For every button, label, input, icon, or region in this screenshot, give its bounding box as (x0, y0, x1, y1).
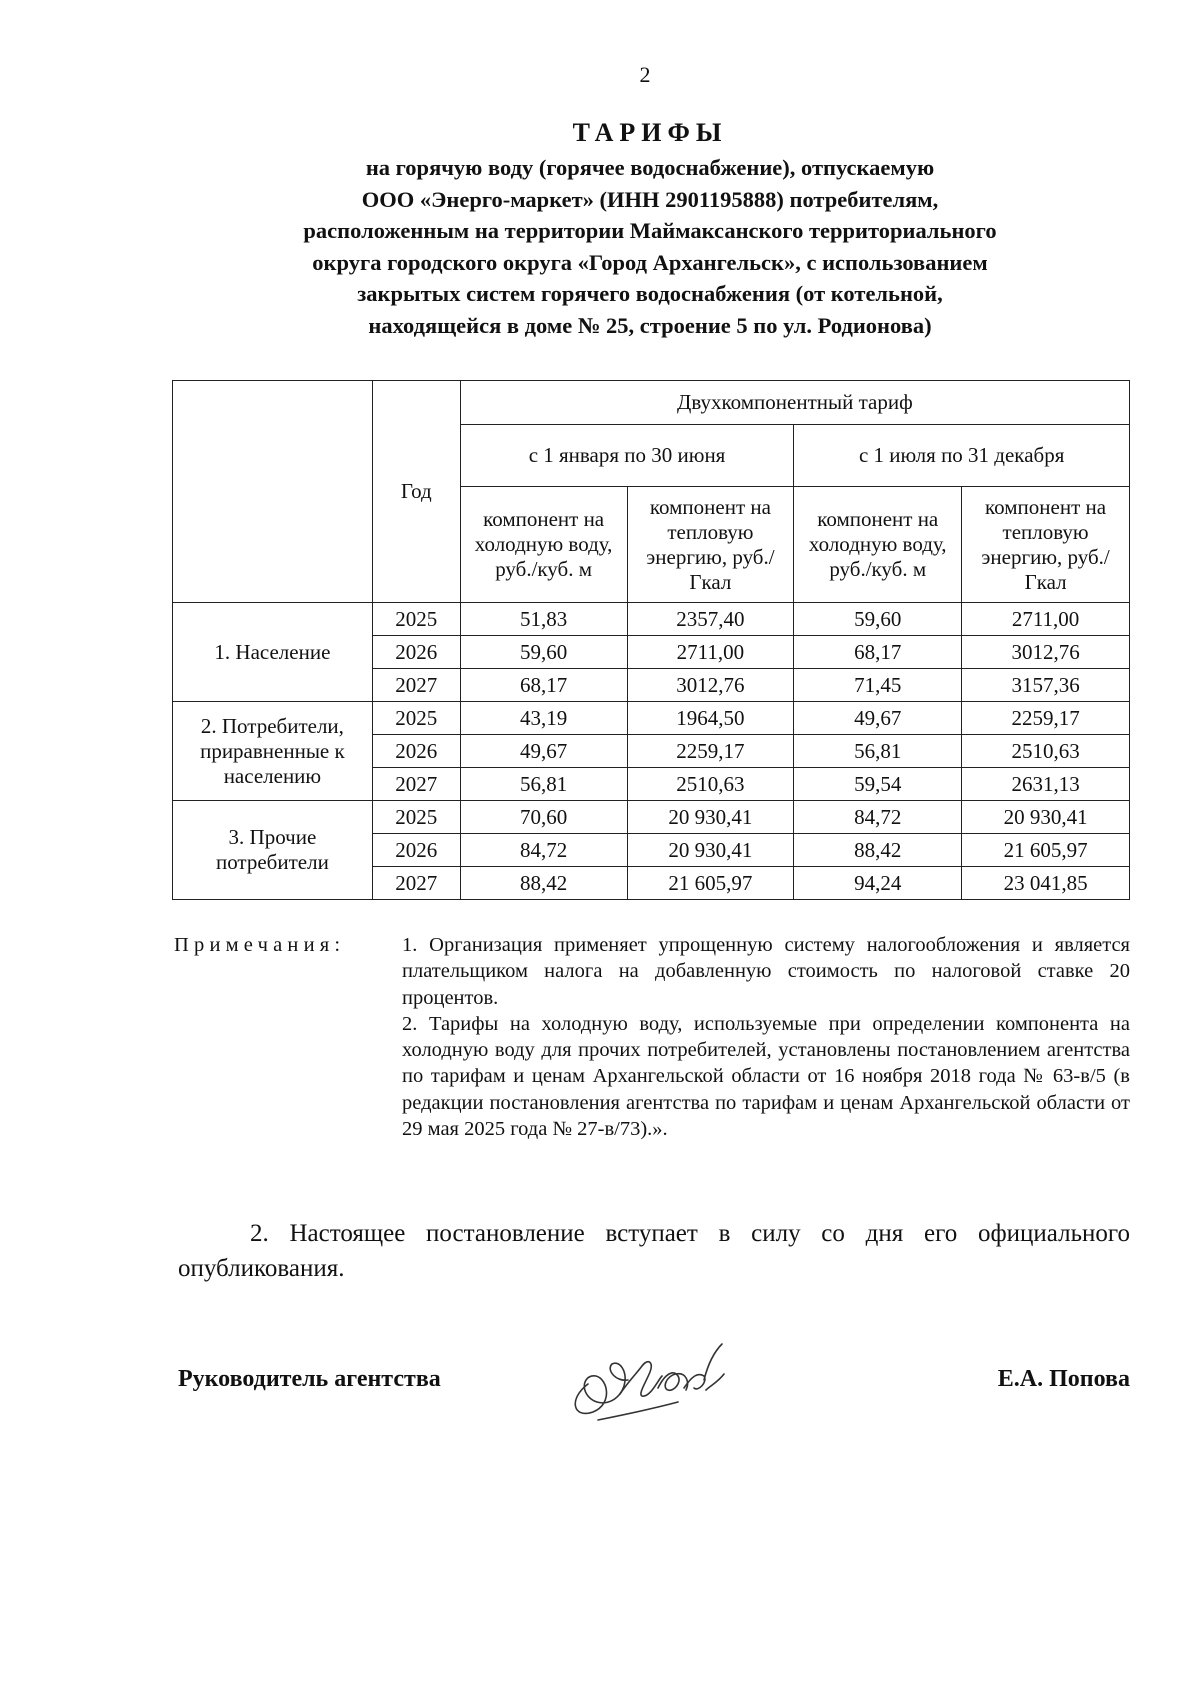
value-cell: 2711,00 (962, 603, 1130, 636)
tariff-header: Двухкомпонентный тариф (460, 381, 1129, 425)
year-cell: 2026 (372, 834, 460, 867)
value-cell: 3012,76 (962, 636, 1130, 669)
value-cell: 2510,63 (962, 735, 1130, 768)
value-cell: 2711,00 (627, 636, 794, 669)
component-heat-header: компонент на тепловую энергию, руб./Гкал (627, 487, 794, 603)
notes-label: Примечания: (174, 934, 346, 956)
value-cell: 71,45 (794, 669, 962, 702)
value-cell: 70,60 (460, 801, 627, 834)
component-heat-header: компонент на тепловую энергию, руб./Гкал (962, 487, 1130, 603)
title-line: находящейся в доме № 25, строение 5 по ул. Родионова) (368, 312, 932, 338)
signatory-name: Е.А. Попова (997, 1366, 1130, 1392)
value-cell: 43,19 (460, 702, 627, 735)
value-cell: 84,72 (794, 801, 962, 834)
value-cell: 94,24 (794, 867, 962, 900)
value-cell: 56,81 (794, 735, 962, 768)
year-cell: 2027 (372, 867, 460, 900)
value-cell: 88,42 (460, 867, 627, 900)
title-heading: ТАРИФЫ (572, 118, 728, 147)
year-cell: 2027 (372, 669, 460, 702)
handwritten-signature-icon (558, 1324, 748, 1434)
title-line: округа городского округа «Город Архангельск», с использованием (312, 249, 988, 275)
title-line: закрытых систем горячего водоснабжения (от котельной, (357, 281, 943, 306)
signatory-role: Руководитель агентства (178, 1366, 441, 1392)
signature-block (178, 1356, 1130, 1416)
value-cell: 2631,13 (962, 768, 1130, 801)
value-cell: 2357,40 (627, 603, 794, 636)
year-cell: 2026 (372, 636, 460, 669)
value-cell: 68,17 (460, 669, 627, 702)
table-row (173, 702, 1130, 735)
year-cell: 2025 (372, 801, 460, 834)
component-cold-header: компонент на холодную воду, руб./куб. м (460, 487, 627, 603)
document-title (170, 118, 1130, 341)
value-cell: 2259,17 (627, 735, 794, 768)
category-cell: 2. Потребители, приравненные к населению (173, 702, 373, 801)
title-line: на горячую воду (горячее водоснабжение), отпускаемую (365, 155, 935, 180)
year-cell: 2025 (372, 702, 460, 735)
value-cell: 59,60 (794, 603, 962, 636)
year-cell: 2027 (372, 768, 460, 801)
notes-body (402, 932, 1130, 1142)
title-line: расположенным на территории Маймаксанского территориального (303, 218, 997, 243)
value-cell: 3157,36 (962, 669, 1130, 702)
period-header-h2: с 1 июля по 31 декабря (794, 425, 1130, 487)
value-cell: 2259,17 (962, 702, 1130, 735)
value-cell: 68,17 (794, 636, 962, 669)
component-cold-header: компонент на холодную воду, руб./куб. м (794, 487, 962, 603)
year-header: Год (372, 381, 460, 603)
table-row (173, 801, 1130, 834)
page-number: 2 (639, 62, 651, 87)
value-cell: 51,83 (460, 603, 627, 636)
note-item: 1. Организация применяет упрощенную систему налогообложения и является плательщиком налога на добавленную стоимость по налоговой ставке 20 процентов. (402, 934, 1130, 1009)
value-cell: 3012,76 (627, 669, 794, 702)
value-cell: 59,54 (794, 768, 962, 801)
period-header-h1: с 1 января по 30 июня (460, 425, 794, 487)
category-header-cell (173, 381, 373, 603)
title-line: ООО «Энерго-маркет» (ИНН 2901195888) потребителям, (361, 186, 939, 212)
value-cell: 49,67 (794, 702, 962, 735)
value-cell: 20 930,41 (627, 834, 794, 867)
final-paragraph: 2. Настоящее постановление вступает в силу со дня его официального опубликования. (178, 1220, 1130, 1282)
value-cell: 1964,50 (627, 702, 794, 735)
value-cell: 21 605,97 (962, 834, 1130, 867)
value-cell: 20 930,41 (962, 801, 1130, 834)
value-cell: 20 930,41 (627, 801, 794, 834)
table-row (173, 603, 1130, 636)
category-cell: 3. Прочие потребители (173, 801, 373, 900)
year-cell: 2025 (372, 603, 460, 636)
value-cell: 2510,63 (627, 768, 794, 801)
value-cell: 84,72 (460, 834, 627, 867)
value-cell: 49,67 (460, 735, 627, 768)
category-cell: 1. Население (173, 603, 373, 702)
value-cell: 21 605,97 (627, 867, 794, 900)
value-cell: 23 041,85 (962, 867, 1130, 900)
value-cell: 59,60 (460, 636, 627, 669)
note-item: 2. Тарифы на холодную воду, используемые при определении компонента на холодную воду для прочих потребителей, установлены постановлением агентства по тарифам и ценам Архангельской области от 16 ноября 2018 года № 63-в/5 (в редакции постановления агентства по тарифам и ценам Архангельской области от 29 мая 2025 года № 27-в/73).». (402, 1012, 1130, 1141)
year-cell: 2026 (372, 735, 460, 768)
value-cell: 56,81 (460, 768, 627, 801)
tariff-table (172, 380, 1130, 900)
value-cell: 88,42 (794, 834, 962, 867)
